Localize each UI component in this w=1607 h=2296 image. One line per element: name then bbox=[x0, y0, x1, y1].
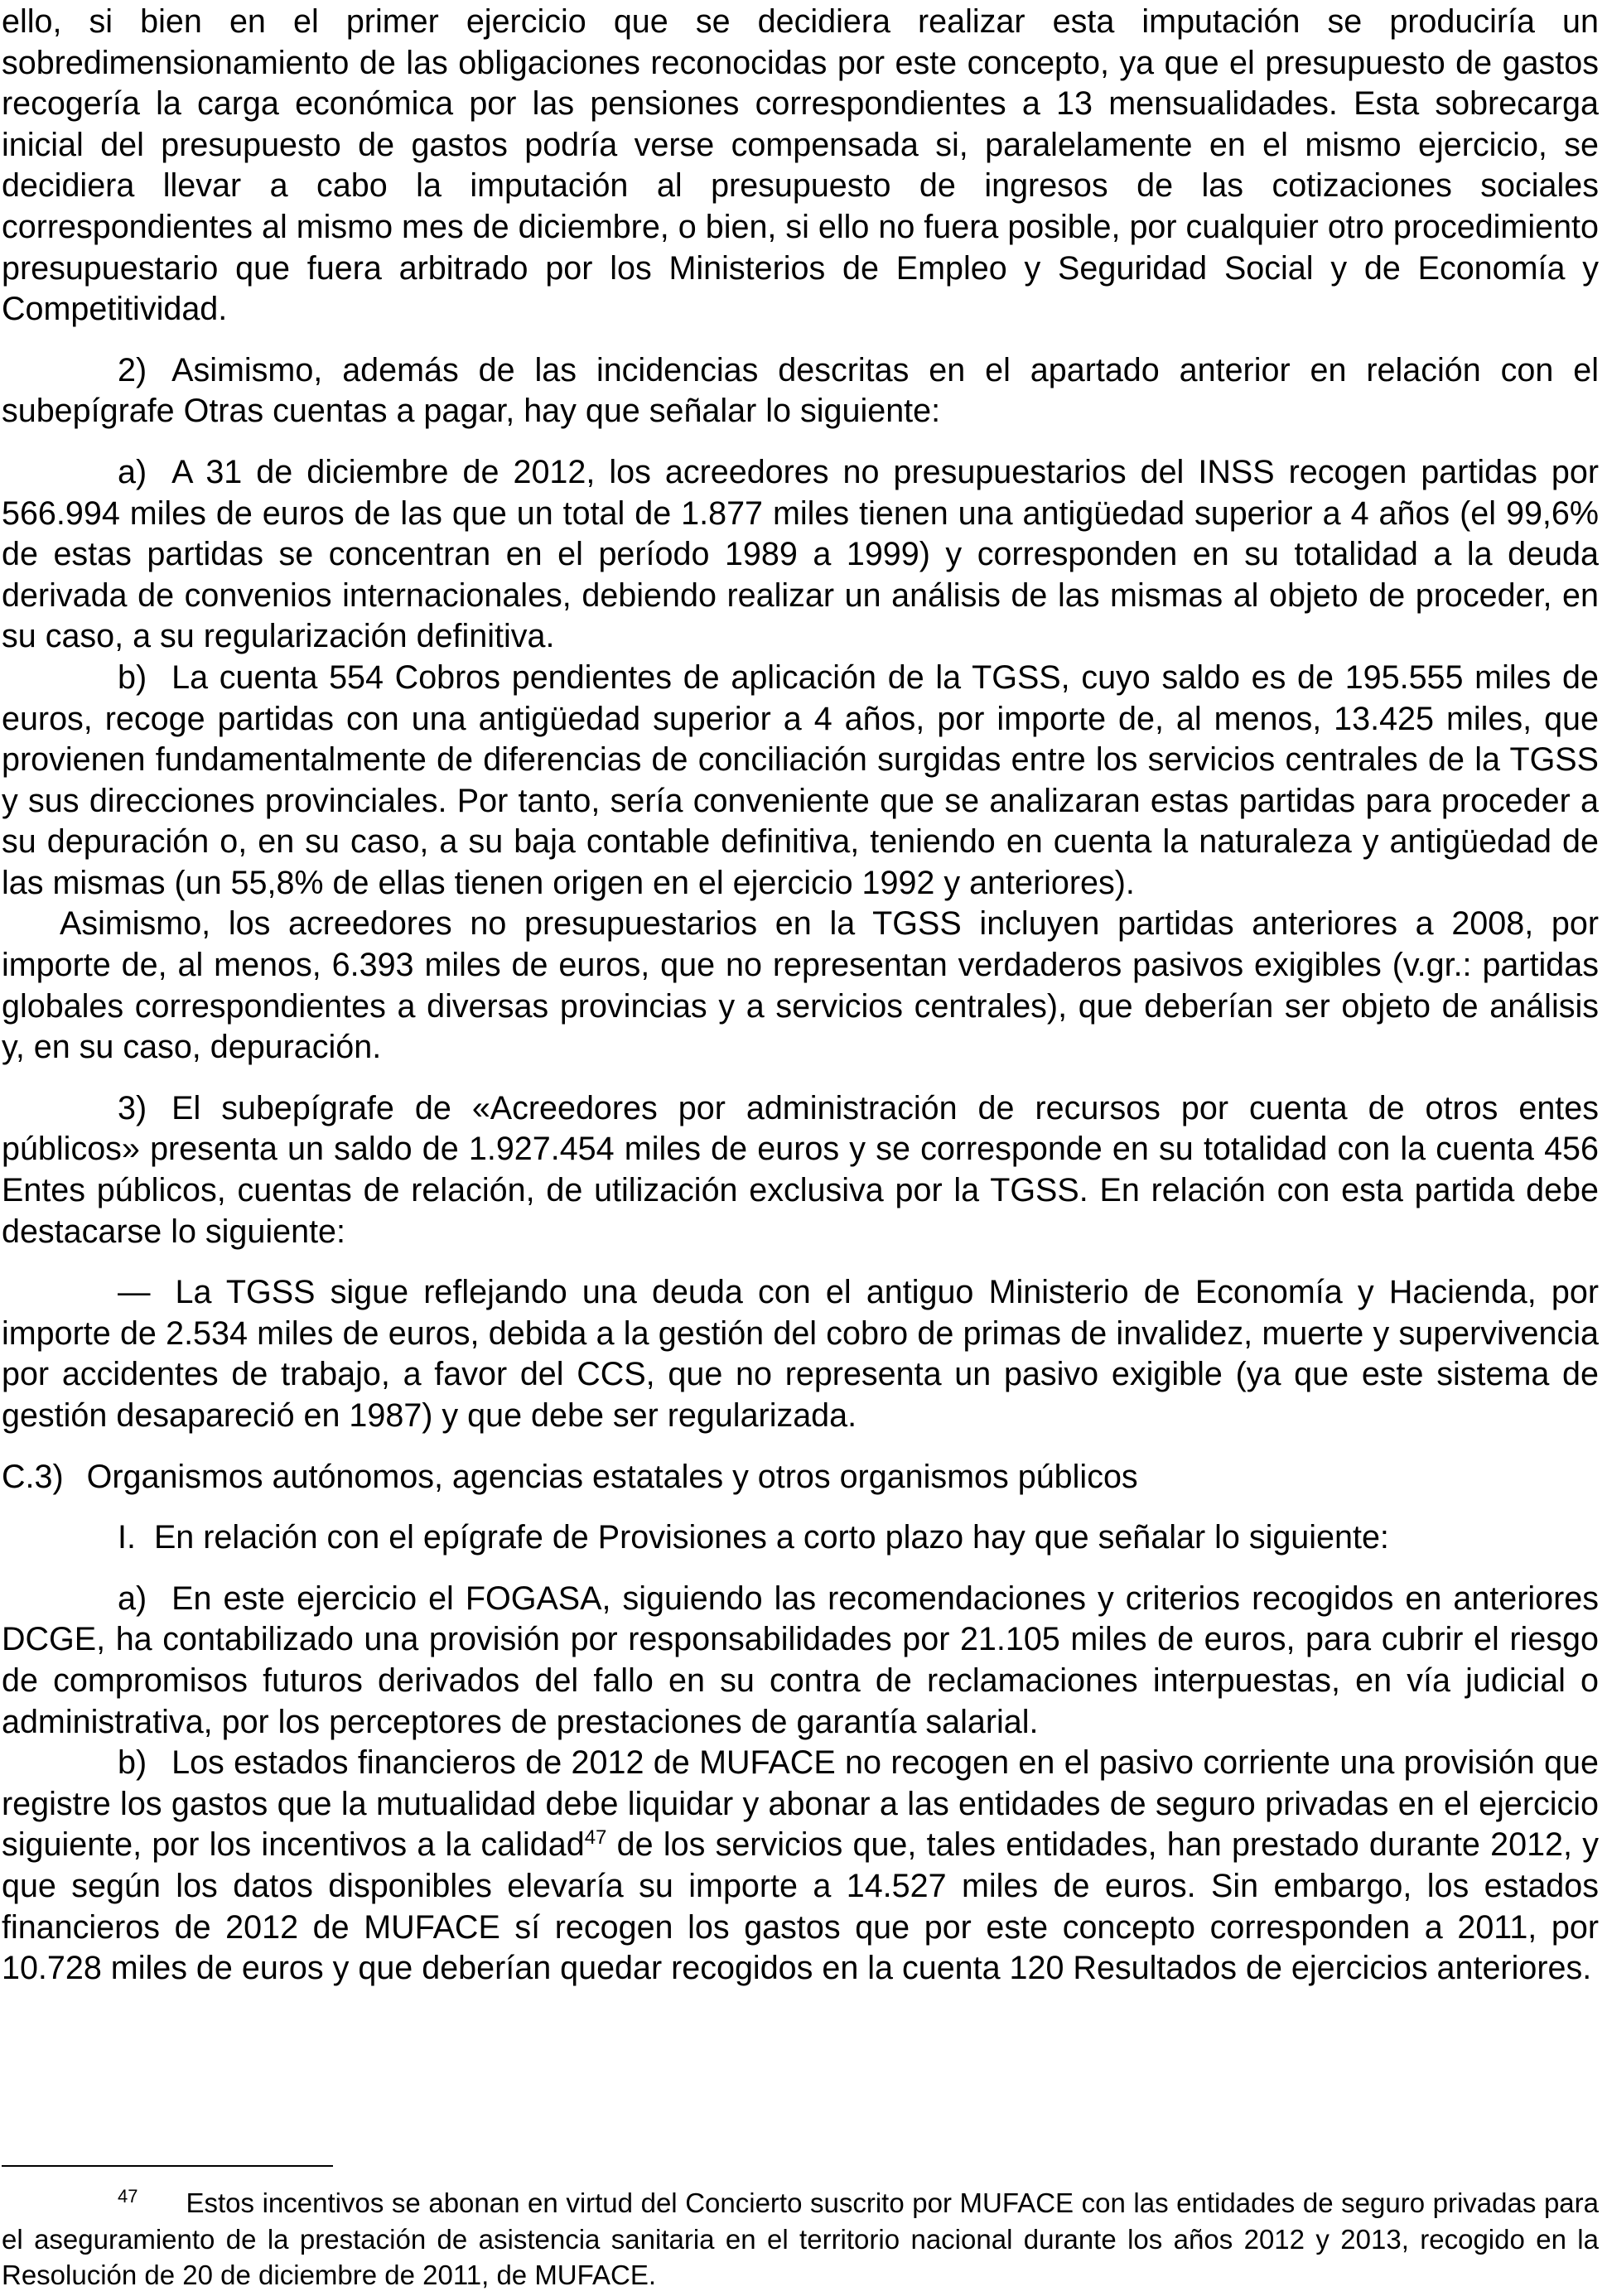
paragraph-item-2b-continued: Asimismo, los acreedores no presupuestarios en la TGSS incluyen partidas anteriores a 2008, por importe de, al menos, 6.393 miles de euros, que no representan verdaderos pasivos exigibles (v.gr.: partidas globales correspondientes a diversas provincias y a servicios centrales), que deberían ser objeto de análisis y, en su caso, depuración. bbox=[2, 905, 1599, 1066]
paragraph-item-2 bbox=[2, 350, 1599, 432]
item-label: a) bbox=[118, 453, 147, 490]
section-heading-c3 bbox=[2, 1457, 1599, 1498]
footnote-reference[interactable]: 47 bbox=[584, 1826, 607, 1850]
paragraph-item-Ia bbox=[2, 1579, 1599, 1743]
item-label: 2) bbox=[118, 351, 147, 388]
item-label: 3) bbox=[118, 1089, 147, 1126]
item-text: El subepígrafe de «Acreedores por administración de recursos por cuenta de otros entes públicos» presenta un saldo de 1.927.454 miles de euros y se corresponde en su totalidad con la cuenta 456 Entes públicos, cuentas de relación, de utilización exclusiva por la TGSS. En relación con esta partida debe destacarse lo siguiente: bbox=[2, 1089, 1599, 1250]
dash-bullet: — bbox=[118, 1274, 151, 1311]
item-text: La cuenta 554 Cobros pendientes de aplicación de la TGSS, cuyo saldo es de 195.555 miles de euros, recoge partidas con una antigüedad superior a 4 años, por importe de, al menos, 13.425 miles, que provienen fundamentalmente de diferencias de conciliación surgidas entre los servicios centrales de la TGSS y sus direcciones provinciales. Por tanto, sería conveniente que se analizaran estas partidas para proceder a su depuración o, en su caso, a su baja contable definitiva, teniendo en cuenta la naturaleza y antigüedad de las mismas (un 55,8% de ellas tienen origen en el ejercicio 1992 y anteriores). bbox=[2, 658, 1599, 901]
item-text-part1: Los estados financieros de 2012 de MUFACE no recogen en el pasivo corriente una provisión que registre los gastos que la mutualidad debe liquidar y abonar a las entidades de seguro privadas en el ejercicio siguiente, por los incentivos a la calidad bbox=[2, 1744, 1599, 1864]
item-label: I. bbox=[118, 1519, 136, 1556]
section-number: C.3) bbox=[2, 1458, 64, 1495]
item-text: Asimismo, además de las incidencias descritas en el apartado anterior en relación con el subepígrafe Otras cuentas a pagar, hay que señalar lo siguiente: bbox=[2, 351, 1599, 430]
paragraph-item-I bbox=[2, 1517, 1599, 1559]
body-text bbox=[2, 2, 1599, 1990]
item-text: En relación con el epígrafe de Provisiones a corto plazo hay que señalar lo siguiente: bbox=[153, 1519, 1389, 1556]
paragraph-item-2b bbox=[2, 658, 1599, 904]
footnote-separator bbox=[2, 2165, 333, 2167]
footnote-47: 47 Estos incentivos se abonan en virtud del Concierto suscrito por MUFACE con las entidades de seguro privadas para el aseguramiento de la prestación de asistencia sanitaria en el territorio nacional durante los años 2012 y 2013, recogido en la Resolución de 20 de diciembre de 2011, de MUFACE. bbox=[2, 2186, 1599, 2290]
item-label: a) bbox=[118, 1580, 147, 1617]
section-title: Organismos autónomos, agencias estatales y otros organismos públicos bbox=[86, 1458, 1138, 1495]
paragraph-continuation: ello, si bien en el primer ejercicio que se decidiera realizar esta imputación se produciría un sobredimensionamiento de las obligaciones reconocidas por este concepto, ya que el presupuesto de gastos recogería la carga económica por las pensiones correspondientes a 13 mensualidades. Esta sobrecarga inicial del presupuesto de gastos podría verse compensada si, paralelamente en el mismo ejercicio, se decidiera llevar a cabo la imputación al presupuesto de ingresos de las cotizaciones sociales correspondientes al mismo mes de diciembre, o bien, si ello no fuera posible, por cualquier otro procedimiento presupuestario que fuera arbitrado por los Ministerios de Empleo y Seguridad Social y de Economía y Competitividad. bbox=[2, 3, 1599, 328]
footnote-text: Estos incentivos se abonan en virtud del Concierto suscrito por MUFACE con las entidades de seguro privadas para el aseguramiento de la prestación de asistencia sanitaria en el territorio nacional durante los años 2012 y 2013, recogido en la Resolución de 20 de diciembre de 2011, de MUFACE. bbox=[2, 2187, 1599, 2290]
item-text: La TGSS sigue reflejando una deuda con el antiguo Ministerio de Economía y Hacienda, por importe de 2.534 miles de euros, debida a la gestión del cobro de primas de invalidez, muerte y supervivencia por accidentes de trabajo, a favor del CCS, que no representa un pasivo exigible (ya que este sistema de gestión desapareció en 1987) y que debe ser regularizada. bbox=[2, 1274, 1599, 1434]
item-text: En este ejercicio el FOGASA, siguiendo las recomendaciones y criterios recogidos en anteriores DCGE, ha contabilizado una provisión por responsabilidades por 21.105 miles de euros, para cubrir el riesgo de compromisos futuros derivados del fallo en su contra de reclamaciones interpuestas, en vía judicial o administrativa, por los perceptores de prestaciones de garantía salarial. bbox=[2, 1580, 1599, 1740]
item-label: b) bbox=[118, 658, 147, 696]
paragraph-dash-item bbox=[2, 1272, 1599, 1436]
item-text-part2: de los servicios que, tales entidades, han prestado durante 2012, y que según los datos disponibles elevaría su importe a 14.527 miles de euros. Sin embargo, los estados financieros de 2012 de MUFACE sí recogen los gastos que por este concepto corresponden a 2011, por 10.728 miles de euros y que deberían quedar recogidos en la cuenta 120 Resultados de ejercicios anteriores. bbox=[2, 1826, 1599, 1987]
item-label: b) bbox=[118, 1744, 147, 1782]
paragraph-item-2a bbox=[2, 452, 1599, 658]
paragraph-item-Ib bbox=[2, 1743, 1599, 1990]
item-text: A 31 de diciembre de 2012, los acreedores no presupuestarios del INSS recogen partidas por 566.994 miles de euros de las que un total de 1.877 miles tienen una antigüedad superior a 4 años (el 99,6% de estas partidas se concentran en el período 1989 a 1999) y corresponden en su totalidad a la deuda derivada de convenios internacionales, debiendo realizar un análisis de las mismas al objeto de proceder, en su caso, a su regularización definitiva. bbox=[2, 453, 1599, 655]
footnotes bbox=[2, 2185, 1599, 2294]
paragraph-item-3 bbox=[2, 1088, 1599, 1252]
